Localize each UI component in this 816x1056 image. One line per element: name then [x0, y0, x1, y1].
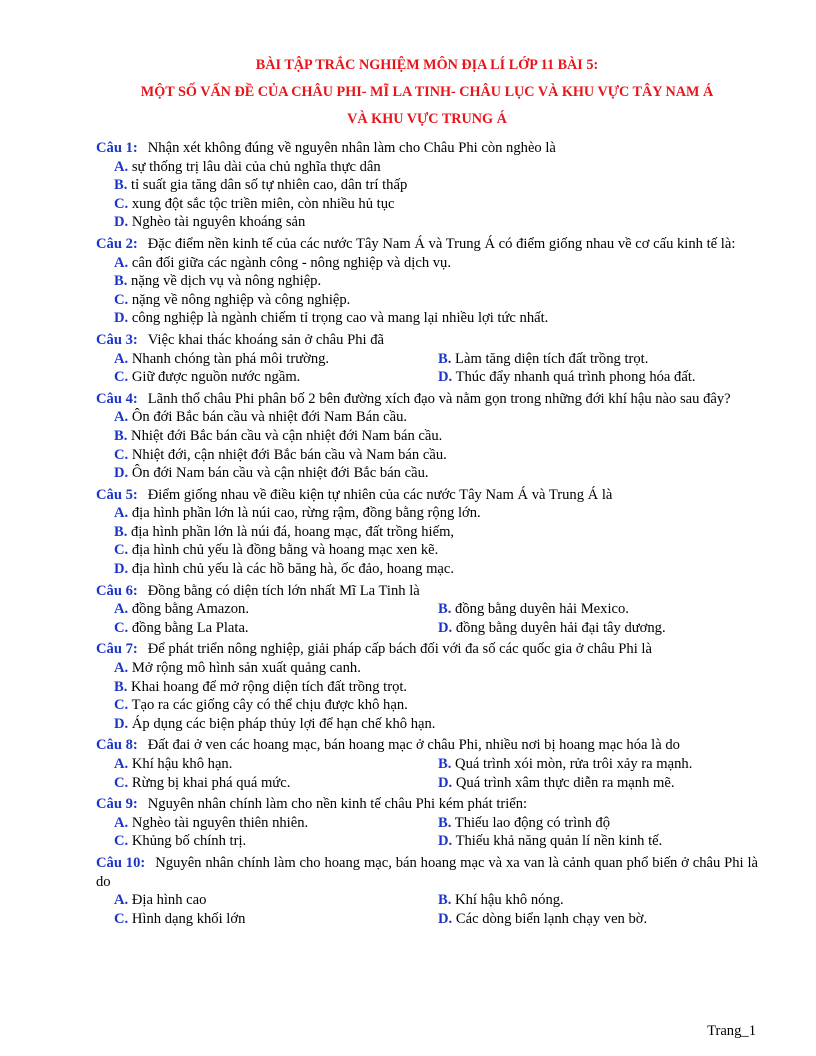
option-text: sự thống trị lâu dài của chủ nghĩa thực dân — [131, 158, 381, 175]
answer-options — [96, 814, 758, 851]
answer-option — [438, 368, 758, 387]
question-2 — [96, 235, 758, 328]
answer-options — [96, 350, 758, 387]
answer-option — [438, 910, 758, 929]
answer-options — [96, 408, 758, 482]
option-text: Nhiệt đới, cận nhiệt đới Bắc bán cầu và Nam bán cầu. — [131, 446, 447, 463]
option-letter: D. — [438, 774, 453, 791]
option-letter: B. — [438, 892, 452, 909]
answer-option — [114, 272, 758, 291]
answer-option — [114, 158, 758, 177]
answer-option — [114, 659, 758, 678]
answer-options — [96, 755, 758, 792]
answer-option — [114, 523, 758, 542]
title-line-2: MỘT SỐ VẤN ĐỀ CỦA CHÂU PHI- MĨ LA TINH- CHÂU LỤC VÀ KHU VỰC TÂY NAM Á — [140, 84, 714, 100]
answer-option — [114, 619, 438, 638]
option-text: Nhiệt đới Bắc bán cầu và cận nhiệt đới Nam bán cầu. — [131, 427, 443, 444]
answer-option — [438, 774, 758, 793]
option-letter: B. — [114, 523, 128, 540]
answer-option — [114, 446, 758, 465]
question-text: Việc khai thác khoáng sản ở châu Phi đã — [147, 331, 384, 348]
option-letter: D. — [114, 214, 129, 231]
question-stem — [96, 331, 758, 350]
question-list — [96, 139, 758, 928]
option-letter: B. — [114, 427, 128, 444]
question-9 — [96, 795, 758, 851]
question-number: Câu 9: — [96, 796, 138, 813]
option-letter: A. — [114, 158, 129, 175]
answer-option — [438, 832, 758, 851]
option-text: Hình dạng khối lớn — [131, 910, 246, 927]
answer-option — [114, 814, 438, 833]
option-text: đồng bằng duyên hải Mexico. — [455, 601, 629, 618]
question-number: Câu 6: — [96, 582, 138, 599]
option-text: Khủng bố chính trị. — [131, 833, 247, 850]
option-letter: A. — [114, 254, 129, 271]
option-letter: A. — [114, 892, 129, 909]
option-letter: B. — [438, 814, 452, 831]
option-text: địa hình phần lớn là núi đá, hoang mạc, đất trồng hiếm, — [131, 523, 455, 540]
answer-option — [438, 755, 758, 774]
answer-option — [114, 715, 758, 734]
option-letter: D. — [114, 310, 129, 327]
answer-option — [438, 891, 758, 910]
answer-option — [114, 696, 758, 715]
option-text: Nghèo tài nguyên khoáng sản — [131, 214, 306, 231]
answer-options — [96, 659, 758, 733]
answer-option — [114, 600, 438, 619]
question-text: Lãnh thổ châu Phi phân bố 2 bên đường xích đạo và nằm gọn trong những đới khí hậu nào sau đây? — [147, 390, 731, 407]
option-text: đồng bằng La Plata. — [131, 619, 249, 636]
option-text: xung đột sắc tộc triền miên, còn nhiều hủ tục — [131, 195, 395, 212]
option-text: Quá trình xói mòn, rửa trôi xảy ra mạnh. — [455, 756, 693, 772]
option-text: nặng về dịch vụ và nông nghiệp. — [131, 273, 322, 290]
option-text: Khí hậu khô nóng. — [455, 892, 564, 909]
option-text: địa hình phần lớn là núi cao, rừng rậm, đồng bằng rộng lớn. — [131, 505, 481, 522]
answer-option — [438, 619, 758, 638]
option-text: Mở rộng mô hình sản xuất quảng canh. — [131, 660, 361, 677]
option-letter: C. — [114, 542, 129, 559]
option-letter: A. — [114, 409, 129, 426]
option-text: Quá trình xâm thực diễn ra mạnh mẽ. — [455, 774, 675, 791]
option-text: Giữ được nguồn nước ngầm. — [131, 369, 301, 386]
option-text: Thiếu khả năng quản lí nền kinh tế. — [455, 833, 663, 850]
option-text: Làm tăng diện tích đất trồng trọt. — [455, 350, 649, 367]
option-letter: D. — [438, 369, 453, 386]
question-10 — [96, 854, 758, 928]
question-stem — [96, 582, 758, 601]
option-letter: A. — [114, 350, 129, 367]
question-4 — [96, 390, 758, 483]
option-letter: D. — [438, 833, 453, 850]
question-number: Câu 8: — [96, 737, 138, 754]
answer-option — [114, 350, 438, 369]
option-letter: C. — [114, 833, 129, 850]
answer-option — [438, 600, 758, 619]
option-letter: B. — [114, 678, 128, 695]
question-text: Để phát triển nông nghiệp, giải pháp cấp bách đối với đa số các quốc gia ở châu Phi là — [147, 641, 652, 658]
question-3 — [96, 331, 758, 387]
option-letter: A. — [114, 660, 129, 677]
question-stem — [96, 795, 758, 814]
answer-options — [96, 254, 758, 328]
answer-option — [114, 755, 438, 774]
question-number: Câu 3: — [96, 331, 138, 348]
option-letter: B. — [438, 350, 452, 367]
option-letter: A. — [114, 756, 129, 772]
option-letter: C. — [114, 195, 129, 212]
option-letter: B. — [114, 273, 128, 290]
option-text: tỉ suất gia tăng dân số tự nhiên cao, dân trí thấp — [131, 177, 408, 194]
question-stem — [96, 854, 758, 891]
question-number: Câu 10: — [96, 854, 146, 871]
question-stem — [96, 486, 758, 505]
answer-options — [96, 891, 758, 928]
question-stem — [96, 235, 758, 254]
option-text: Rừng bị khai phá quá mức. — [131, 774, 291, 791]
option-letter: D. — [114, 561, 129, 578]
title-line-1: BÀI TẬP TRẮC NGHIỆM MÔN ĐỊA LÍ LỚP 11 BÀI 5: — [255, 57, 599, 73]
answer-option — [114, 427, 758, 446]
answer-option — [114, 368, 438, 387]
option-text: Thiếu lao động có trình độ — [454, 814, 611, 831]
answer-option — [114, 560, 758, 579]
question-number: Câu 2: — [96, 235, 138, 252]
question-8 — [96, 736, 758, 792]
option-letter: A. — [114, 505, 129, 522]
option-text: đồng bằng Amazon. — [131, 601, 249, 618]
answer-option — [114, 309, 758, 328]
question-1 — [96, 139, 758, 232]
question-5 — [96, 486, 758, 579]
option-letter: C. — [114, 619, 129, 636]
question-text: Điểm giống nhau về điều kiện tự nhiên của các nước Tây Nam Á và Trung Á là — [147, 486, 613, 503]
question-stem — [96, 390, 758, 409]
question-text: Nhận xét không đúng về nguyên nhân làm cho Châu Phi còn nghèo là — [147, 140, 556, 156]
answer-option — [438, 350, 758, 369]
option-letter: C. — [114, 369, 129, 386]
answer-option — [114, 195, 758, 214]
answer-option — [114, 832, 438, 851]
option-text: Nghèo tài nguyên thiên nhiên. — [131, 814, 309, 831]
option-letter: A. — [114, 601, 129, 618]
question-text: Đặc điểm nền kinh tế của các nước Tây Nam Á và Trung Á có điểm giống nhau về cơ cấu kinh tế là: — [147, 235, 736, 252]
option-text: Khai hoang để mở rộng diện tích đất trồng trọt. — [131, 678, 408, 695]
option-letter: D. — [114, 715, 129, 732]
option-text: công nghiệp là ngành chiếm tỉ trọng cao và mang lại nhiều lợi tức nhất. — [131, 310, 549, 327]
option-letter: B. — [114, 177, 128, 194]
question-stem — [96, 640, 758, 659]
option-text: đồng bằng duyên hải đại tây dương. — [455, 619, 666, 636]
option-letter: C. — [114, 446, 129, 463]
option-text: Địa hình cao — [131, 892, 207, 909]
answer-options — [96, 158, 758, 232]
answer-option — [114, 774, 438, 793]
question-stem — [96, 139, 758, 158]
title-line-3: VÀ KHU VỰC TRUNG Á — [347, 111, 507, 127]
page-number: Trang_1 — [707, 1023, 756, 1039]
answer-option — [114, 254, 758, 273]
option-letter: B. — [438, 601, 452, 618]
option-text: địa hình chủ yếu là đồng bằng và hoang mạc xen kẽ. — [131, 542, 439, 559]
answer-option — [114, 678, 758, 697]
question-text: Đất đai ở ven các hoang mạc, bán hoang mạc ở châu Phi, nhiều nơi bị hoang mạc hóa là do — [147, 737, 680, 754]
answer-option — [114, 176, 758, 195]
answer-options — [96, 504, 758, 578]
option-letter: D. — [114, 465, 129, 482]
option-letter: C. — [114, 291, 129, 308]
answer-option — [438, 814, 758, 833]
option-text: Áp dụng các biện pháp thủy lợi để hạn chế khô hạn. — [131, 715, 436, 732]
option-letter: C. — [114, 910, 129, 927]
question-number: Câu 7: — [96, 641, 138, 658]
option-text: Các dòng biển lạnh chạy ven bờ. — [455, 910, 648, 927]
question-text: Nguyên nhân chính làm cho nền kinh tế châu Phi kém phát triển: — [147, 796, 528, 813]
answer-option — [114, 291, 758, 310]
question-text: Đồng bằng có diện tích lớn nhất Mĩ La Tinh là — [147, 582, 420, 599]
question-number: Câu 5: — [96, 486, 138, 503]
answer-option — [114, 213, 758, 232]
option-text: Ôn đới Bắc bán cầu và nhiệt đới Nam Bán cầu. — [131, 409, 408, 426]
answer-option — [114, 910, 438, 929]
option-text: địa hình chủ yếu là các hồ băng hà, ốc đảo, hoang mạc. — [131, 561, 455, 578]
document-page — [96, 52, 758, 928]
option-text: Khí hậu khô hạn. — [131, 756, 233, 772]
question-6 — [96, 582, 758, 638]
answer-option — [114, 891, 438, 910]
question-number: Câu 4: — [96, 390, 138, 407]
question-stem — [96, 736, 758, 755]
option-text: cân đối giữa các ngành công - nông nghiệp và dịch vụ. — [131, 254, 452, 271]
option-text: Thúc đẩy nhanh quá trình phong hóa đất. — [455, 369, 696, 386]
answer-option — [114, 504, 758, 523]
question-text: Nguyên nhân chính làm cho hoang mạc, bán hoang mạc và xa van là cảnh quan phổ biến ở châu Phi là do — [96, 854, 758, 890]
answer-options — [96, 600, 758, 637]
option-letter: D. — [438, 910, 453, 927]
answer-option — [114, 541, 758, 560]
option-text: Tạo ra các giống cây có thể chịu được khô hạn. — [131, 697, 408, 714]
option-letter: C. — [114, 774, 129, 791]
answer-option — [114, 408, 758, 427]
option-text: nặng về nông nghiệp và công nghiệp. — [131, 291, 351, 308]
option-text: Nhanh chóng tàn phá môi trường. — [131, 350, 330, 367]
answer-option — [114, 464, 758, 483]
option-letter: D. — [438, 619, 453, 636]
question-number: Câu 1: — [96, 140, 138, 156]
option-letter: C. — [114, 697, 129, 714]
option-letter: B. — [438, 756, 452, 772]
option-letter: A. — [114, 814, 129, 831]
option-text: Ôn đới Nam bán cầu và cận nhiệt đới Bắc bán cầu. — [131, 465, 429, 482]
question-7 — [96, 640, 758, 733]
